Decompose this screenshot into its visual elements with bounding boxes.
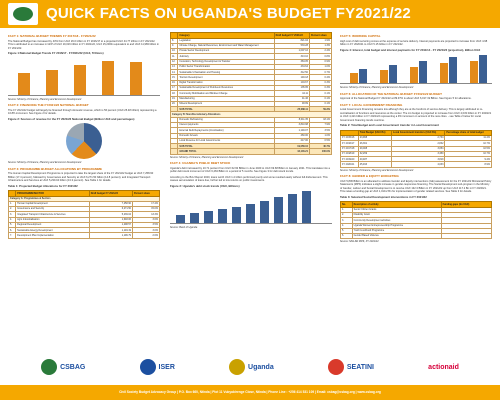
table-category-row: Category A: Programmes & Sectors (9, 196, 160, 201)
column-right (340, 32, 492, 247)
fact-7-text: Local Government Financing remains low although they are at the forefront of service delivery. This is largely attributed to re-centralisation of functions and resources at the center. The LG budget is projected to increase from UGX 4,033 billion in FY 2020/21 to UGX 4,421 billion in FY 2021/22 representing a 9% increment on account of the new cities. - see Table 2 below for Local Government financing trends overtime. (340, 108, 492, 122)
debt-bar-2 (190, 213, 199, 223)
csbag-logo (8, 3, 38, 25)
column-left (8, 32, 160, 239)
fact-3-heading: FACT 3: PROGRAMME BUDGET ALLOCATIONS BY PROGRAMME (8, 166, 102, 171)
page-title: QUICK FACTS ON UGANDA'S BUDGET FY2021/22 (46, 5, 411, 22)
table-row: 15. Tourism Development 149.18 0.4% (172, 75, 330, 79)
table-row: 11. Judiciary 313.10 0.8% (172, 54, 330, 58)
table-row: External Debt Repayments (Amortisation) 1,149.07 3.5% (171, 128, 332, 133)
figure-4-title: Figure 4: Interest, total budget and interest payments for FY 2011/14 - FY 2021/22 (projection), Billion UGX (340, 47, 481, 52)
budget-bar-1 (359, 69, 367, 83)
column-middle (170, 32, 332, 233)
table-1: PROGRAMME/SECTOR Draft budget FY 2021/22 Percent share Category A: Programmes & Sectors 1. Human Capital Development 7,258.90 17.4% 2. Governance and Security 6,271.50 15.0% 3. Integrated Transport Infrastructure & Services 5,239.04 13.3% 4. Agro Industrialisation 1,648.06 3.6% 5. Regional Development 1,298.57 3.5% 6. Sustainable Energy Development 1,149.19 3.0% 7. Development Plan Implementation 1,196.79 2.6% (10, 191, 158, 237)
debt-bar-6 (246, 204, 255, 223)
fact-5-heading: FACT 5: WORKING CAPITAL (340, 34, 381, 38)
table-row: SUB TOTAL 19,058.10 40.7% (171, 144, 332, 149)
table-row: 5. Youth Livelihood Programme (341, 228, 492, 233)
table-row: 10. Private Sector Development 1,007.16 2.4% (172, 49, 330, 53)
actionaid-logo: actionaid (428, 363, 459, 371)
table-row: 12. Innovation, Technology Development & Transfer 384.05 0.9% (172, 60, 330, 64)
debt-bar-1 (176, 215, 185, 223)
table-row: 6. Gender Based Violence (341, 234, 492, 239)
budget-bar-5 (479, 55, 487, 83)
table-row: 19. Manufacturing 41.46 0.1% (172, 96, 330, 100)
table-1-continued: Category Draft budget FY 2021/22 Percent share 8. Legislation 821.04 1.9% 9. Climate Change, Natural Resources, Environment and Water Management 533.28 1.3% 10. Private Sector Development 1,007.16 2.4% 11. Judiciary 313.10 0.8% 12. Innovation, Technology Development & Transfer 384.05 0.9% 13. Public Sector Transformation 434.64 1.0% 14. Sustainable Urbanisation and Housing 312.50 0.7% 15. Tourism Development 149.18 0.4% 16. Digital Transformation 104.67 0.3% 17. Sustainable Development of Petroleum Resources 135.95 0.3% 18. Community Mobilisation and Mindset Change 44.11 0.1% 19. Manufacturing 41.46 0.1% 20. Mineral Development 48.99 0.1% SUB TOTAL 25,088.11 59.3% Category B: Non-Discretionary Allocations Domestic Refinancing 8,011.35 18.1% Interest payments 3,810.98 7.9% External Debt Repayments (Amortisation) 1,149.07 3.5% Domestic Arrears 460.00 1.0% Local Revenue for Local Governments 217.00 0.5% SUB TOTAL 19,058.10 40.7% GRAND TOTAL 44,146.21 100.0% (172, 33, 330, 153)
fact-6-text: Approval of the National Budget FY 2021/22 at 89.97% is about UGX 6,017.19 Billion. See Figure 5 for allocations. (340, 97, 472, 100)
figure-1-source: Source: Ministry of Finance, Planning and Economic Development (8, 97, 82, 101)
iser-logo: ISER (140, 359, 175, 375)
bar-2016-17 (18, 73, 30, 95)
table-row: 20. Mineral Development 48.99 0.1% (172, 102, 330, 106)
figure-2-pie-chart (66, 123, 102, 159)
fact-2-text: The FY 2021/22 budget will largely be financed through domestic revenue, which is 56 percent (UGX 25.48 trillion) representing a 16.8% increment. See Figure 2 for details. (8, 108, 157, 115)
page-header (0, 0, 500, 28)
interest-bar-1 (350, 73, 358, 83)
table-row: FY 2017/18 29,008 3,054 10.5% (342, 146, 490, 150)
figure-4-bar-chart (340, 54, 492, 84)
table-row: 1. Human Capital Development 7,258.90 17.4% (10, 202, 158, 206)
fact-3-text: The Human Capital Development Programme is projected to take the largest share of the FY 2021/22 budget at UGX 7,258.90 Billion (17.4 percent), followed by Governance and Security at UGX 6,271.50 billion (14.8 percent), and Integrated Transport Infrastructure and Services at UGX 5,239.04 billion (13.3 percent). See Table 1 for details. (8, 172, 154, 182)
table-row: Category B: Non-Discretionary Allocations (171, 112, 332, 117)
table-row: 8. Legislation 821.04 1.9% (172, 38, 330, 42)
table-row: 2. Governance and Security 6,271.50 15.0% (10, 207, 158, 211)
seatini-logo: SEATINI (328, 359, 374, 375)
interest-bar-3 (410, 67, 418, 83)
figure-4-source: Source: Ministry of Finance, Planning and Economic Development (340, 86, 414, 89)
table-row: FY 2020/21 45,493 4,033 8.9% (342, 162, 490, 166)
debt-bar-5 (232, 207, 241, 223)
fact-4-text: Uganda's debt increased by 10.71 percent from UGX 62.93 Billion in June 2020 to UGX 69.68 Billion in January 2021. This translates into a public debt stock increment of UGX 6,463 Billion in a period of 5 months. See Figure 3 for debt stock trends. (170, 166, 330, 174)
figure-2-title: Figure 2: Sources of revenue for the FY 2021/22 National Budget (Billion UGX and percentages) (8, 116, 135, 121)
debt-bar-9 (288, 194, 297, 223)
table-row: 16. Digital Transformation 104.67 0.3% (172, 81, 330, 85)
table-3-title: Table 3: Selected Social Development interventions in FY 2021/22 (340, 194, 427, 199)
table-3: No. Description of activity Funding gaps (bn UGX) 1. Senior Citizen Grants 2. Disability Grant 3. Community Development activities 4. Uganda Women Entrepreneurship Programme 5. Youth Livelihood Programme 6. Gender Based Violence (340, 201, 492, 239)
bar-2021-22 (130, 62, 142, 95)
table-row: 14. Sustainable Urbanisation and Housing 312.50 0.7% (172, 70, 330, 74)
table-row: GRAND TOTAL 44,146.21 100.0% (171, 149, 332, 154)
uganda-coat-of-arms: Uganda (229, 359, 274, 375)
fact-1-heading: FACT 1: NATIONAL BUDGET TRENDS FY 2017/18 - FY2021/22 (8, 34, 96, 38)
table-row: 1. Senior Citizen Grants (341, 207, 492, 212)
table-row: 13. Public Sector Transformation 434.64 1.0% (172, 65, 330, 69)
interest-bar-2 (380, 70, 388, 83)
table-row: 17. Sustainable Development of Petroleum Resources 135.95 0.3% (172, 86, 330, 90)
page-footer (0, 385, 500, 400)
debt-bar-8 (274, 197, 283, 223)
fact-8-heading: FACT 8: GENDER & EQUITY BUDGETING (340, 174, 399, 179)
interest-bar-5 (470, 61, 478, 83)
fact-8-text: UGX 5,806 Billion is an allocated to address Gender and Equity interventions (GE) assessment for the FY 2021/22 Ministerial Policy Statements (MPS) indicates a slight increase in gender-responsive financing. The Social Development sub-program in the Ministry of Gender, Labour and Social Development is to receive UGX 132.3 Billion in FY 2021/22 up from UGX 117.2 Bn in FY 2020/21. This raises a funding gap at UGX 1,019.2 Bn for implementation of gender related services. See Table 3 for details. (340, 179, 492, 194)
table-row: 6. Sustainable Energy Development 1,149.19 3.0% (10, 228, 158, 232)
table-row: Interest payments 3,810.98 7.9% (171, 123, 332, 128)
fact-2-heading: FACT 2: FINANCING THE FY2021/22 NATIONAL BUDGET (8, 103, 89, 107)
table-row: SUB TOTAL 25,088.11 59.3% (171, 107, 332, 112)
table-row: FY 2016/17 26,361 2,832 10.7% (342, 141, 490, 145)
debt-bar-7 (260, 201, 269, 223)
table-row: 5. Regional Development 1,298.57 3.5% (10, 223, 158, 227)
fact-5-text: High cost of debt servicing comes at the expense of service delivery. Interest payments are projected to increase from UGX 4.98 billion in FY 2020/21 to UGX 5.15 billion in FY 2021/22. (340, 39, 488, 46)
footer-contact: Civil Society Budget Advocacy Group | P.O. Box 660, Ntinda | Plot 11 Vubyabirenge Close, Ntinda | Phone Line : +256 414 531 109 | Email: csbag@csbag.org | www.csbag.org (119, 390, 381, 394)
fact-7-heading: FACT 7: LOCAL GOVERNMENT FINANCING (340, 102, 403, 107)
table-row: 9. Climate Change, Natural Resources, Environment and Water Management 533.28 1.3% (172, 44, 330, 48)
debt-bar-10 (302, 191, 311, 223)
fact-6-heading: FACT 6: ALLOCATION OF THE NATIONAL BUDGET FY2021/22 BUDGET (340, 91, 442, 96)
bar-2017-18 (46, 70, 58, 95)
figure-1-bar-chart (8, 58, 160, 96)
table-2-source: Source: Ministry of Finance, Planning and Economic Development (340, 168, 414, 172)
fact-4-text-2: According to the BoU Report 2020, loans worth UGX 1.4 trillion performed poorly and some resulted easily without full disbursement. This causes accumulation of loans due, further led to low returns on public investments. (170, 175, 328, 183)
fact-4-heading: FACT 4: UGANDA'S PUBLIC DEBT STOCK (170, 161, 231, 166)
table-row: 4. Uganda Women Entrepreneurship Programme (341, 223, 492, 228)
table-1-title: Table 1: Projected Budget Allocations for FY 2021/22 (8, 183, 78, 188)
budget-bar-4 (449, 57, 457, 83)
debt-bar-3 (204, 211, 213, 223)
table-row: FY 2015/16 23,968 2,734 11.4% (342, 136, 490, 140)
figure-3-source: Source: Bank of Uganda (170, 226, 198, 230)
partner-logos (0, 352, 500, 382)
table-3-source: Source: MGLSD MPS, FY 2021/22 (340, 240, 379, 244)
table-2-title: Table 2: Total Budget and Local Government transfer in Local Government (340, 123, 439, 127)
table-row: 3. Community Development activities (341, 218, 492, 223)
figure-2-source: Source: Ministry of Finance, Planning and Economic Development (8, 161, 82, 164)
table-row: Domestic Arrears 460.00 1.0% (171, 133, 332, 138)
debt-bar-4 (218, 209, 227, 223)
fact-1-text: The National Budget has increased by 43% from UGX 29.0 trillion in FY 2016/17 to a projected UGX 44.77 trillion in FY 2021/22. This is attributed to an increase in GFP of UGX 19,016 trillion in FY 2021/22, UGX 15,230bn equivalent to and UGX 11,983 billion in FY 2021/22. (8, 39, 159, 50)
table-2: Total Budget (UGX Bn) Local Government transfers (UGX Bn) Percentage share of total budget FY 2015/16 23,968 2,734 11.4% FY 2016/17 26,361 2,832 10.7% FY 2017/18 29,008 3,054 10.5% FY 2018/19 32,269 3,450 10.7% FY 2019/20 40,487 3,819 9.4% FY 2020/21 45,493 4,033 8.9% (342, 131, 490, 166)
table-1-source: Source: Ministry of Finance, Planning and Economic Development (170, 155, 244, 159)
table-row: Local Revenue for Local Governments 217.00 0.5% (171, 138, 332, 143)
table-row: Domestic Refinancing 8,011.35 18.1% (171, 117, 332, 122)
table-row: 18. Community Mobilisation and Mindset Change 44.11 0.1% (172, 91, 330, 95)
figure-3-title: Figure 3: Uganda's debt stock trends (UGX, Billions) (170, 183, 240, 188)
table-row: 4. Agro Industrialisation 1,648.06 3.6% (10, 218, 158, 222)
bar-2019-20 (102, 61, 114, 95)
table-row: FY 2019/20 40,487 3,819 9.4% (342, 157, 490, 161)
table-row: 2. Disability Grant (341, 212, 492, 217)
table-row: 7. Development Plan Implementation 1,196.79 2.6% (10, 233, 158, 237)
figure-3-bar-chart (170, 190, 332, 224)
bar-2018-19 (74, 65, 86, 95)
csbag-logo-footer: CSBAG (41, 359, 85, 375)
budget-bar-2 (389, 65, 397, 83)
interest-bar-4 (440, 63, 448, 83)
budget-bar-3 (419, 61, 427, 83)
table-row: 3. Integrated Transport Infrastructure & Services 5,239.04 13.3% (10, 212, 158, 216)
figure-1-title: Figure 1:National Budget Trends FY 2016/17 - FY2021/22 (UGX, Trillions) (8, 51, 104, 55)
table-row: FY 2018/19 32,269 3,450 10.7% (342, 152, 490, 156)
